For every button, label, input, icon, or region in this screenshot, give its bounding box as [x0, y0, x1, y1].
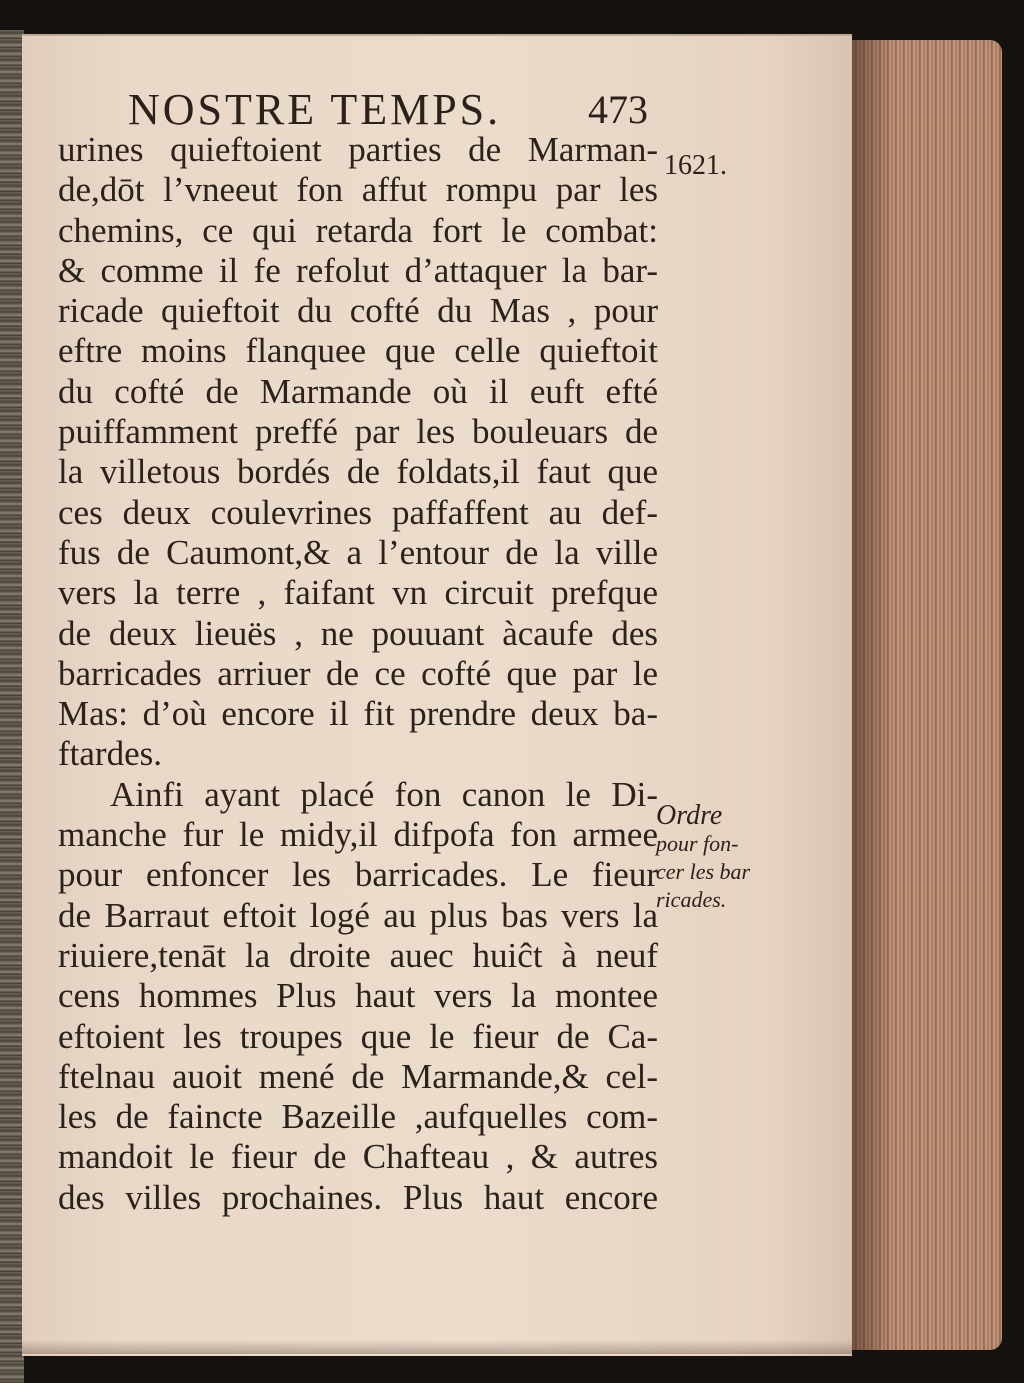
margin-year: 1621. [664, 150, 727, 181]
text-line: cens hommes Plus haut vers la montee [58, 976, 658, 1016]
sidenote-line: pour fon- [656, 831, 739, 856]
text-line: riuiere,tenāt la droite auec huiĉt à neuf [58, 935, 658, 975]
binding-gutter [0, 30, 24, 1383]
text-line: ricade quieftoit du cofté du Mas , pour [58, 291, 658, 331]
text-line: fus de Caumont,& a l’entour de la ville [58, 532, 658, 572]
page-bottom-shadow [22, 1340, 852, 1354]
text-line: ftardes. [58, 734, 162, 774]
margin-sidenote [656, 802, 796, 914]
paragraph-start-line: Ainfi ayant placé fon canon le Di- [110, 774, 658, 814]
text-line: les de faincte Bazeille ,aufquelles com- [58, 1097, 658, 1137]
sidenote-line: ricades. [656, 887, 727, 912]
text-line: ftelnau auoit mené de Marmande,& cel- [58, 1056, 658, 1096]
text-line: des villes prochaines. Plus haut encore [58, 1177, 658, 1217]
text-line: & comme il fe refolut d’attaquer la bar- [58, 250, 658, 290]
page-edge-shadow [852, 40, 892, 1350]
text-line: de,dōt l’vneeut fon affut rompu par les [58, 170, 658, 210]
text-line: urines quieftoient parties de Marman- [58, 130, 658, 169]
text-line: de Barraut eftoit logé au plus bas vers la [58, 895, 658, 935]
text-line: du cofté de Marmande où il euft efté [58, 371, 658, 411]
running-title: NOSTRE TEMPS. [128, 85, 502, 134]
text-line: vers la terre , faifant vn circuit prefque [58, 573, 658, 613]
text-line: ces deux coulevrines paffaffent au def- [58, 492, 658, 532]
sidenote-line: cer les bar [656, 859, 751, 884]
text-line: eftre moins flanquee que celle quieftoit [58, 331, 658, 371]
text-line: Mas: d’où encore il fit prendre deux ba- [58, 694, 658, 734]
text-line: mandoit le fieur de Chafteau , & autres [58, 1137, 658, 1177]
text-line: barricades arriuer de ce cofté que par le [58, 653, 658, 693]
sidenote-line: Ordre [656, 800, 723, 831]
body-text [58, 130, 658, 1218]
text-line: manche fur le midy,il difpofa fon armee [58, 815, 658, 855]
text-line: chemins, ce qui retarda fort le combat: [58, 210, 658, 250]
text-line: la villetous bordés de foldats,il faut que [58, 452, 658, 492]
page-number: 473 [588, 87, 648, 132]
text-line: puiffamment preffé par les bouleuars de [58, 412, 658, 452]
page-header [0, 84, 1024, 134]
text-line: de deux lieuës , ne pouuant àcaufe des [58, 613, 658, 653]
text-line: eftoient les troupes que le fieur de Ca- [58, 1016, 658, 1056]
text-line: pour enfoncer les barricades. Le fieur [58, 855, 658, 895]
